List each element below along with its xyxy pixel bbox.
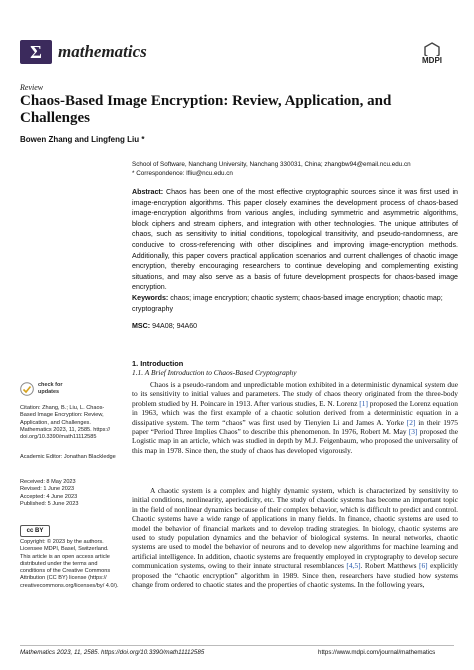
correspondence-line: * Correspondence: lfliu@ncu.edu.cn <box>132 169 233 177</box>
article-title: Chaos-Based Image Encryption: Review, Application, and Challenges <box>20 93 392 126</box>
keywords <box>132 293 458 314</box>
received-date: Received: 8 May 2023 <box>20 479 76 485</box>
accepted-date: Accepted: 4 June 2023 <box>20 493 78 500</box>
abstract <box>132 187 458 293</box>
body-paragraph-2 <box>132 486 458 589</box>
para2-text-a: A chaotic system is a complex and highly dynamic system, which is characterized by sensitivity to initial conditions, nonlinearity, aperiodicity, etc. The study of chaotic systems has become an important topic in the field of nonlinear dynamics because of their complex behavior, which is difficult to predict and control. Chaotic systems have a wide range of applications in many fields. In finance, chaotic systems are used to model the behavior of financial markets and to develop trading strategies. In biology, chaotic systems are used to study population dynamics and the behavior of biological systems. In neural networks, chaotic systems are used to model the behavior of neurons and to develop new algorithms for machine learning and artificial intelligence. In addition, chaotic systems are frequently employed in cryptography to develop secure communication systems, owing to their innate structural resemblances <box>132 486 458 571</box>
ref-link-2[interactable]: [2] <box>406 417 416 427</box>
affiliation-line: School of Software, Nanchang University, Nanchang 330031, China; zhangbw94@email.ncu.edu.cn <box>132 161 411 168</box>
msc-text: 94A08; 94A60 <box>152 322 198 330</box>
revised-date: Revised: 1 June 2023 <box>20 486 75 493</box>
check-for-updates-icon[interactable] <box>20 382 34 396</box>
check-updates-line1: check for <box>38 382 63 388</box>
academic-editor: Academic Editor: Jonathan Blackledge <box>20 454 116 460</box>
ref-link-3[interactable]: [3] <box>408 427 418 437</box>
para2-text-b: . Robert Matthews <box>360 561 420 571</box>
abstract-label: Abstract: <box>132 188 164 196</box>
copyright-block: Copyright: © 2023 by the authors. Licensee MDPI, Basel, Switzerland. This article is an open access article distributed under the terms and conditions of the Creative Commons Attribution (CC BY) license (https:// creativecommons.org/licenses/by/ 4.0/). <box>20 539 119 589</box>
keywords-text: chaos; image encryption; chaotic system; chaos-based image encryption; chaotic map; cryptography <box>132 294 443 313</box>
mdpi-hex-icon <box>412 42 452 56</box>
para1-text-c: in their 1975 paper “Period Three Implies Chaos” to describe this phenomenon. In 1976, Robert M. May <box>132 417 458 437</box>
mdpi-logo[interactable] <box>412 42 452 70</box>
logo-glyph: Σ <box>30 41 42 62</box>
journal-name: mathematics <box>58 42 147 61</box>
abstract-text: Chaos has been one of the most effective cryptographic sources since it was first used in image-encryption algorithms. This paper closely examines the development process of chaos-based image-encryption algorithms from various angles, including symmetric and asymmetric algorithms, block ciphers and stream ciphers, and integration with other technologies. The unique attributes of chaos, such as sensitivity to initial conditions, topological transitivity, and pseudo-randomness, are conducive to cross-referencing with other disciplines and improving image-encryption methods. Additionally, this paper covers practical application scenarios and current challenges of chaotic image encryption, thereby encouraging researchers to continue developing and complementing existing situations, and may also serve as a basis of future development prospects for chaos-based image encryption. <box>132 188 458 292</box>
msc-codes <box>132 322 197 330</box>
affiliations <box>132 161 462 178</box>
article-type: Review <box>20 83 44 92</box>
keywords-label: Keywords: <box>132 294 169 302</box>
body-paragraph-1 <box>132 380 458 455</box>
check-updates-line2: updates <box>38 388 60 395</box>
ref-link-4-5[interactable]: [4,5] <box>346 561 361 571</box>
mdpi-logo-text: MDPI <box>422 56 442 65</box>
section-title: 1. Introduction <box>132 359 184 368</box>
article-authors: Bowen Zhang and Lingfeng Liu * <box>20 135 145 144</box>
ref-link-6[interactable]: [6] <box>419 561 428 571</box>
para1-text-b: proposed the Lorenz equation in 1963, which was the first example of a chaotic solution derived from a deterministic equation in a dissipative system. The term “chaos” was first used by Tienyien Li and James A. Yorke <box>132 398 459 427</box>
para1-text-a: Chaos is a pseudo-random and unpredictable motion exhibited in a deterministic dynamical system due to its sensitivity to initial values and parameters. The study of chaos theory originated from the three-body problem studied by H. Poincare in 1913. After various studies, E. N. Lorenz <box>132 380 458 408</box>
footer-journal-url[interactable]: https://www.mdpi.com/journal/mathematics <box>318 649 436 656</box>
check-for-updates-label[interactable] <box>38 382 62 395</box>
citation-block: Citation: Zhang, B.; Liu, L. Chaos-Based Image Encryption: Review, Application, and Challenges. Mathematics 2023, 11, 2585. https:// doi.org/10.3390/math11112585 <box>20 405 111 441</box>
footer-citation[interactable]: Mathematics 2023, 11, 2585. https://doi.org/10.3390/math11112585 <box>20 649 205 656</box>
published-date: Published: 5 June 2023 <box>20 500 79 507</box>
dates-block <box>20 479 120 508</box>
para2-text-c: explicitly proposed the “chaotic encryption” algorithm in 1989. Since then, researchers have studied how systems change from ordered to chaotic states and the properties of chaotic systems. In the following years, <box>132 561 459 590</box>
subsection-title: 1.1. A Brief Introduction to Chaos-Based Cryptography <box>132 368 297 377</box>
footer-divider <box>20 645 454 646</box>
ref-link-1[interactable]: [1] <box>359 398 368 408</box>
para1-text-d: proposed the Logistic map in an article, which was studied in depth by M.J. Feigenbaum, who proposed the universality of this map in 1978. Since then, the study of chaos has developed vigorously. <box>132 427 458 455</box>
cc-license-badge[interactable]: cc BY <box>20 525 50 537</box>
journal-logo-icon <box>20 40 52 64</box>
msc-label: MSC: <box>132 322 151 330</box>
